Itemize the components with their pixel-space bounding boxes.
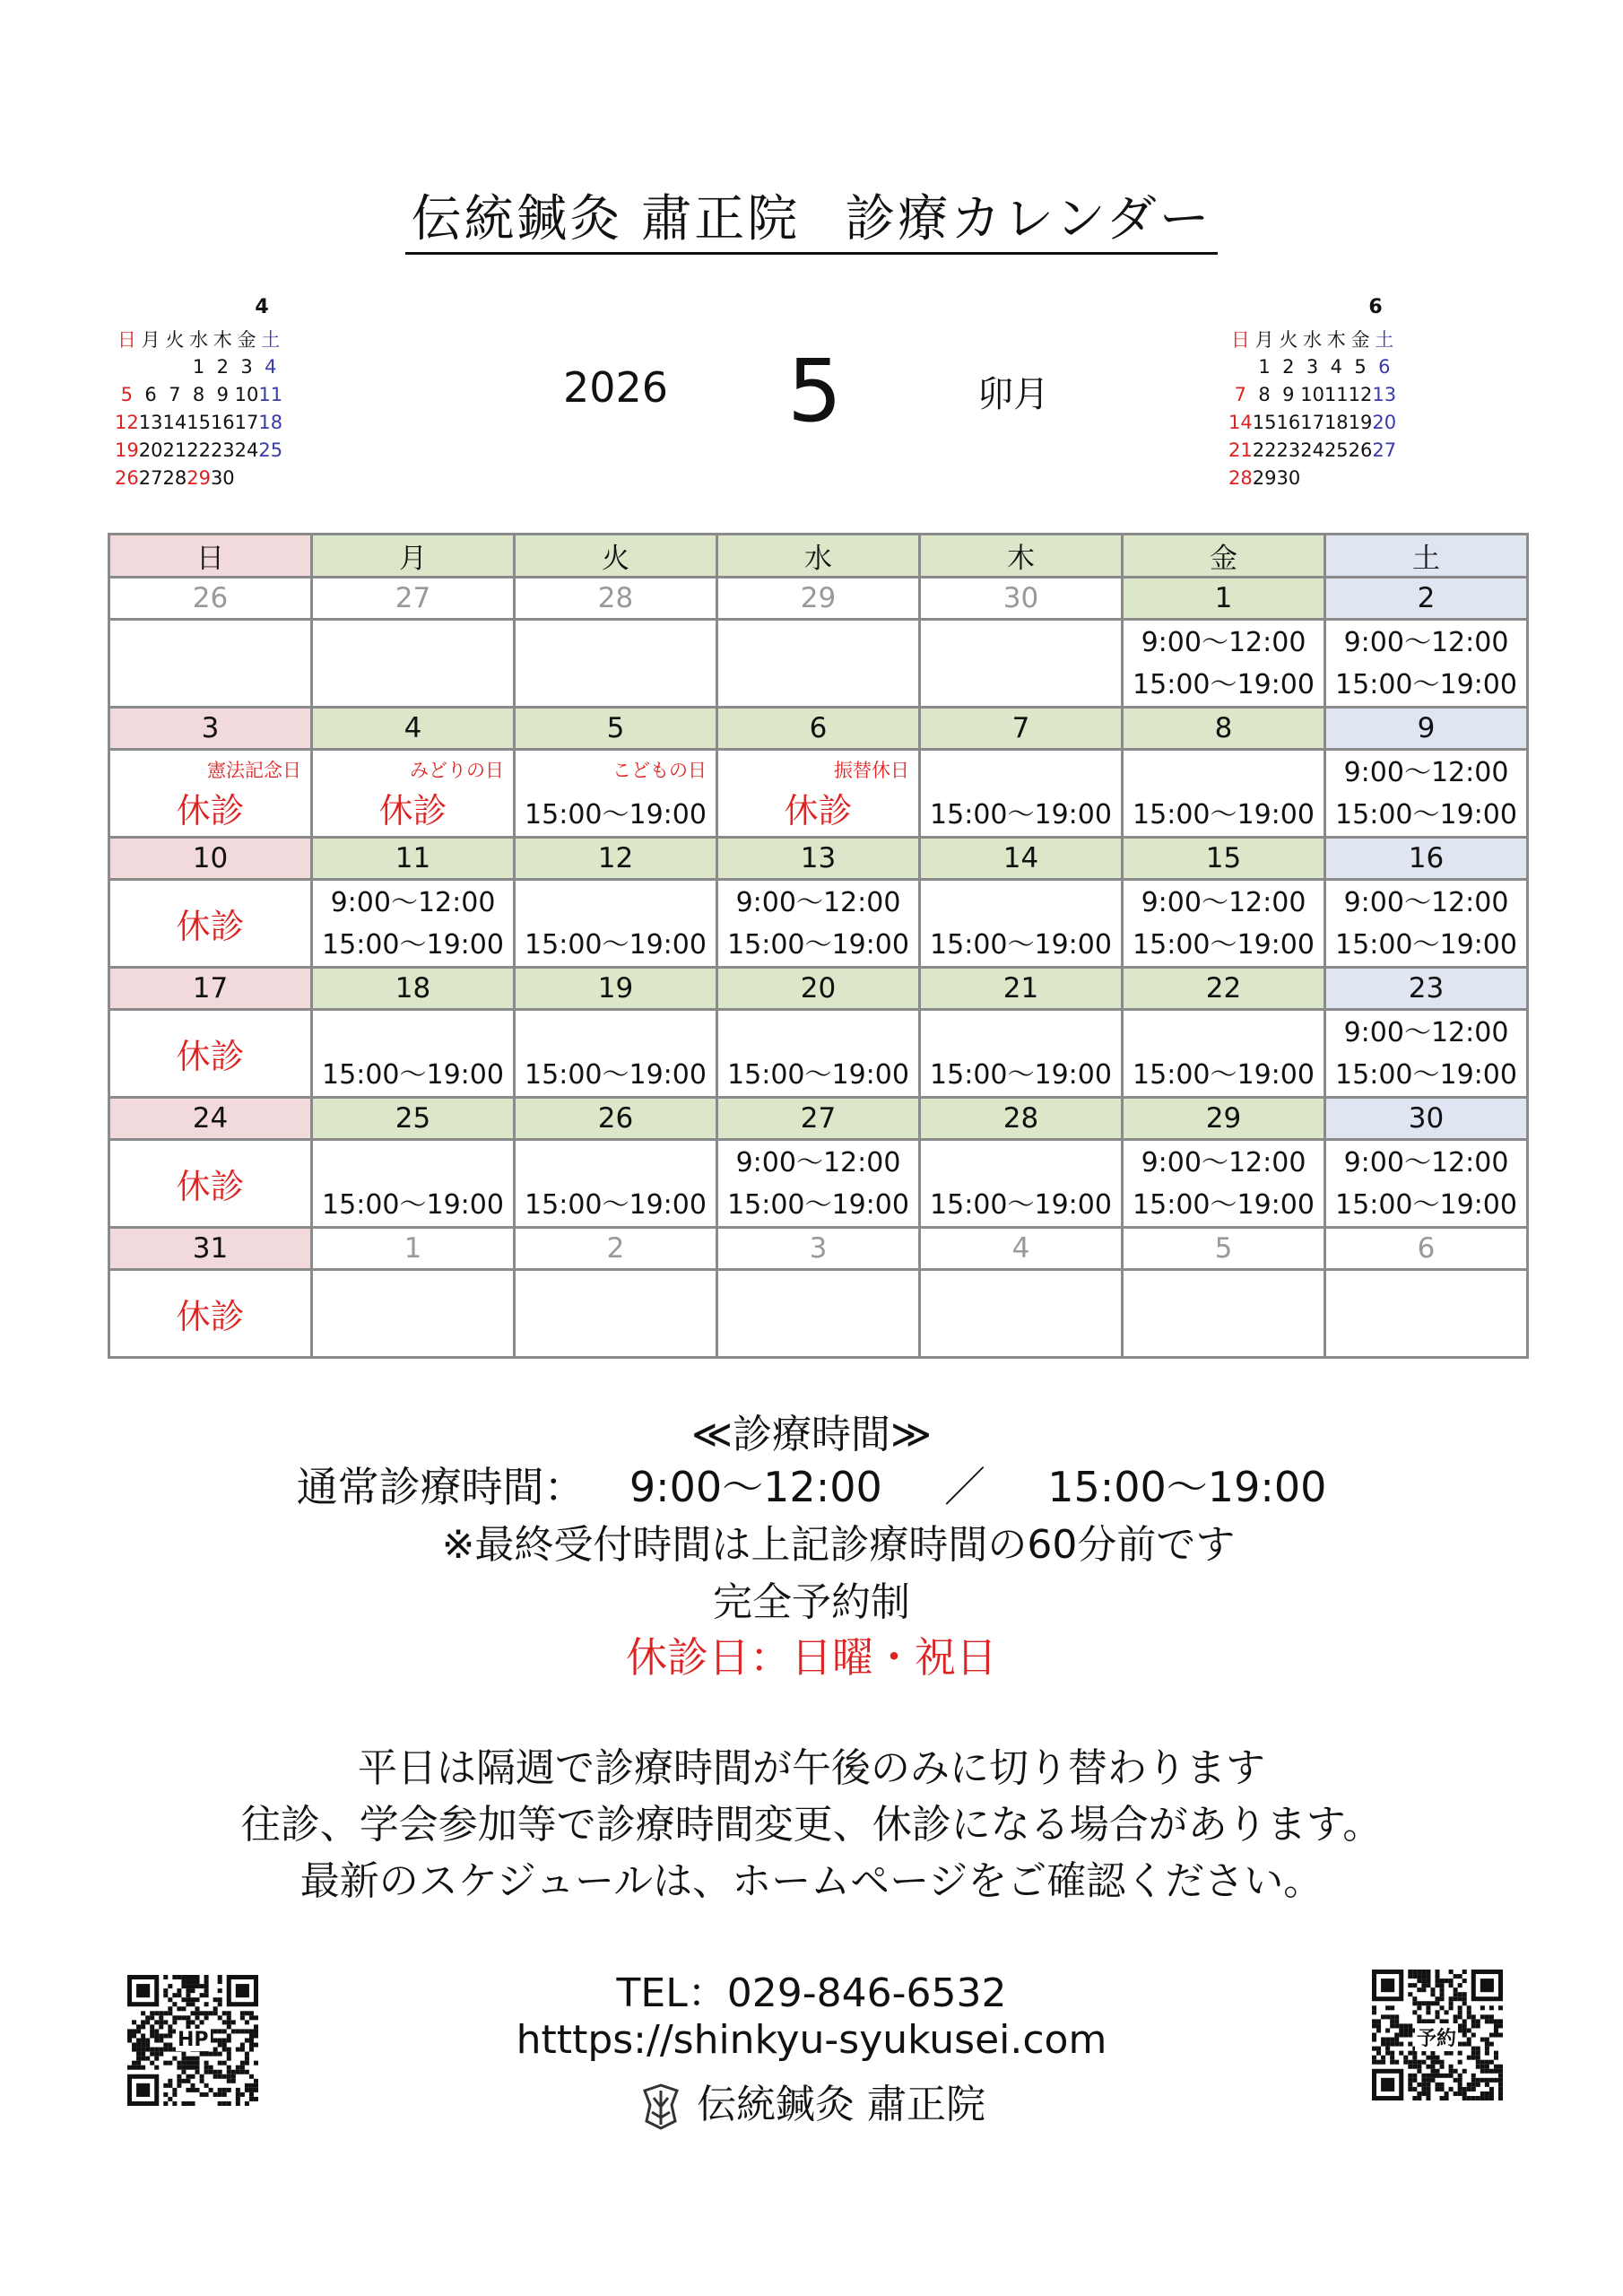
hours-slot: 9:00～12:00 [1141,1147,1306,1178]
mini-day [139,352,163,380]
closed-label: 休診 [176,791,245,831]
date-cell: 1 [312,1228,515,1270]
mini-day: 15 [1252,411,1277,433]
hours-slot: 15:00～19:00 [1335,1189,1517,1221]
holiday-name: こどもの日 [612,760,707,781]
date-cell: 19 [515,968,717,1010]
mini-week-row [1228,380,1396,408]
hours-list [1124,1141,1324,1226]
hours-heading: ≪診療時間≫ [690,1412,933,1457]
schedule-cell [1123,1010,1325,1098]
hours-slot: 15:00～19:00 [1133,1059,1315,1091]
mini-weekday: 日 [1230,328,1250,351]
mini-day: 17 [234,411,259,433]
hours-list [1326,621,1526,706]
schedule-cell [109,1010,312,1098]
hours-slot: 15:00～19:00 [525,1059,707,1091]
hours-list [516,881,716,966]
mini-weekday: 火 [1279,328,1298,351]
mini-day: 16 [1276,411,1301,433]
hours-list [718,1141,918,1226]
weekday-header: 土 [1325,535,1528,578]
schedule-row [109,880,1528,968]
mini-day: 21 [162,439,187,461]
schedule-row [109,1270,1528,1358]
hours-slot: 15:00～19:00 [322,929,504,961]
schedule-cell [717,1140,920,1228]
mini-month-number: 4 [255,296,269,318]
mini-day [1300,464,1324,491]
hours-slot: 15:00～19:00 [930,799,1112,831]
mini-day [115,352,139,380]
hours-slot: 15:00～19:00 [1335,799,1517,831]
schedule-cell [515,1140,717,1228]
date-row [109,968,1528,1010]
date-cell: 28 [515,578,717,620]
schedule-cell [312,1010,515,1098]
closed-label: 休診 [176,1037,245,1076]
weekday-header: 日 [109,535,312,578]
hours-slot: 9:00～12:00 [1343,757,1509,788]
mini-day [1228,352,1253,380]
date-cell: 27 [717,1098,920,1140]
date-cell: 13 [717,838,920,880]
date-cell: 12 [515,838,717,880]
hours-list [1124,751,1324,836]
mini-day: 5 [1354,355,1367,378]
mini-day: 7 [169,383,181,405]
hours-list [313,1011,513,1096]
hours-slot: 15:00～19:00 [930,929,1112,961]
mini-day: 9 [216,383,229,405]
schedule-cell [717,750,920,838]
holiday-name: みどりの日 [410,760,504,781]
schedule-cell [1123,1140,1325,1228]
mini-day: 9 [1282,383,1295,405]
hours-am: 9:00～12:00 [629,1463,882,1511]
date-cell: 3 [109,708,312,750]
hours-list [1124,621,1324,706]
hours-slot: 9:00～12:00 [1141,627,1306,658]
hours-list [921,1141,1121,1226]
date-row [109,1098,1528,1140]
reception-note: ※最終受付時間は上記診療時間の60分前です [441,1522,1236,1568]
schedule-cell [920,1270,1123,1358]
schedule-row [109,1140,1528,1228]
mini-day [235,464,259,491]
schedule-cell [1123,620,1325,708]
mini-weekday-row [115,325,282,352]
mini-day: 3 [1306,355,1319,378]
mini-weekday: 金 [237,328,256,351]
qr-homepage-label: HP [178,2029,209,2051]
closed-label: 休診 [176,1297,245,1336]
mini-day: 19 [1348,411,1373,433]
mini-day: 11 [258,383,283,405]
date-row [109,578,1528,620]
schedule-row [109,1010,1528,1098]
mini-weekday: 土 [261,328,281,351]
schedule-row [109,750,1528,838]
mini-day: 29 [187,466,211,489]
mini-day: 27 [1372,439,1397,461]
mini-day: 23 [1276,439,1301,461]
clinic-logo-icon [638,2082,684,2132]
mini-week-row [1228,352,1396,380]
date-cell: 29 [1123,1098,1325,1140]
hours-slot: 15:00～19:00 [525,929,707,961]
date-cell: 21 [920,968,1123,1010]
mini-day: 12 [115,411,139,433]
mini-day: 4 [1330,355,1342,378]
mini-day [258,464,282,491]
year-label: 2026 [563,363,669,412]
hours-slot: 15:00～19:00 [525,1189,707,1221]
mini-day: 28 [1228,466,1253,489]
schedule-cell [1123,1270,1325,1358]
title-clinic: 伝統鍼灸 肅正院 [411,190,801,248]
date-cell: 1 [1123,578,1325,620]
mini-day: 21 [1228,439,1253,461]
hours-slot: 15:00～19:00 [1133,799,1315,831]
mini-day: 30 [210,466,235,489]
schedule-cell [717,1270,920,1358]
mini-day: 26 [1348,439,1373,461]
mini-day: 17 [1300,411,1324,433]
mini-day: 12 [1348,383,1373,405]
schedule-cell [109,1270,312,1358]
date-row [109,708,1528,750]
mini-day: 5 [120,383,134,405]
mini-week-row [115,352,282,380]
schedule-cell [312,880,515,968]
mini-weekday: 木 [1326,328,1346,351]
mini-calendar-grid [115,325,282,491]
hours-slot: 15:00～19:00 [322,1059,504,1091]
mini-day: 14 [1228,411,1253,433]
title-calendar: 診療カレンダー [845,190,1212,248]
weekday-header: 金 [1123,535,1325,578]
mini-day [1324,464,1349,491]
regular-hours [0,1455,1623,1514]
schedule-cell [920,1140,1123,1228]
closed-label: 休診 [176,907,245,946]
date-cell: 8 [1123,708,1325,750]
mini-day [162,352,187,380]
website-url[interactable]: htttps://shinkyu-syukusei.com [516,2017,1107,2063]
date-cell: 31 [109,1228,312,1270]
hours-slot: 9:00～12:00 [735,1147,901,1178]
date-cell: 2 [515,1228,717,1270]
qr-reservation-label: 予約 [1415,2023,1458,2051]
date-cell: 23 [1325,968,1528,1010]
hours-list [1326,881,1526,966]
hours-separator: ／ [943,1463,985,1511]
hours-slot: 15:00～19:00 [525,799,707,831]
schedule-cell [109,620,312,708]
schedule-cell [515,750,717,838]
weekday-header: 木 [920,535,1123,578]
notice-line-3: 最新のスケジュールは、ホームページをご確認ください。 [299,1858,1324,1904]
date-cell: 10 [109,838,312,880]
hours-list [1326,751,1526,836]
hours-list [516,1141,716,1226]
mini-week-row [115,464,282,491]
date-cell: 2 [1325,578,1528,620]
hours-slot: 15:00～19:00 [322,1189,504,1221]
hours-list [1326,1011,1526,1096]
mini-day: 25 [1324,439,1349,461]
mini-day: 20 [1372,411,1397,433]
hours-list [313,1141,513,1226]
date-cell: 5 [1123,1228,1325,1270]
date-cell: 27 [312,578,515,620]
mini-weekday: 水 [1303,328,1323,351]
date-cell: 4 [312,708,515,750]
schedule-cell [717,620,920,708]
mini-day: 25 [258,439,283,461]
hours-list [1124,881,1324,966]
date-cell: 26 [109,578,312,620]
mini-weekday: 月 [141,328,161,351]
mini-day: 6 [144,383,157,405]
mini-day: 7 [1234,383,1247,405]
mini-week-row [115,380,282,408]
schedule-cell [1325,620,1528,708]
schedule-cell [920,880,1123,968]
mini-day: 10 [1300,383,1324,405]
mini-day: 24 [234,439,259,461]
date-cell: 28 [920,1098,1123,1140]
mini-day: 18 [1324,411,1349,433]
mini-calendar-grid [1228,325,1396,491]
schedule-cell [515,620,717,708]
mini-day [1349,464,1373,491]
mini-day: 30 [1276,466,1301,489]
mini-day: 1 [192,355,205,378]
date-cell: 11 [312,838,515,880]
date-cell: 29 [717,578,920,620]
mini-day: 11 [1324,383,1349,405]
date-cell: 17 [109,968,312,1010]
date-cell: 7 [920,708,1123,750]
hours-list [313,881,513,966]
mini-day: 10 [234,383,259,405]
schedule-cell [717,1010,920,1098]
hours-slot: 9:00～12:00 [735,887,901,918]
mini-day: 14 [162,411,187,433]
closed-label: 休診 [784,791,853,831]
date-cell: 30 [920,578,1123,620]
mini-day: 3 [240,355,253,378]
mini-weekday: 月 [1254,328,1274,351]
schedule-cell [312,1270,515,1358]
weekday-header: 月 [312,535,515,578]
schedule-cell [1325,880,1528,968]
hours-slot: 9:00～12:00 [1343,887,1509,918]
page-title [0,179,1623,251]
mini-day: 24 [1300,439,1324,461]
hours-list [921,1011,1121,1096]
schedule-cell [1123,880,1325,968]
hours-list [516,1011,716,1096]
mini-day: 22 [1252,439,1277,461]
notice-line-1: 平日は隔週で診療時間が午後のみに切り替わります [358,1745,1265,1791]
holiday-name: 憲法記念日 [207,760,301,781]
schedule-cell [312,1140,515,1228]
weekday-header: 火 [515,535,717,578]
hours-slot: 9:00～12:00 [330,887,496,918]
hours-slot: 15:00～19:00 [930,1059,1112,1091]
mini-weekday: 土 [1375,328,1394,351]
mini-day: 28 [162,466,187,489]
date-cell: 5 [515,708,717,750]
notice-line-2: 往診、学会参加等で診療時間変更、休診になる場合があります。 [240,1802,1383,1848]
hours-list [921,751,1121,836]
date-row [109,838,1528,880]
telephone: TEL：029-846-6532 [616,1970,1007,2016]
date-cell: 9 [1325,708,1528,750]
mini-day: 29 [1252,466,1277,489]
date-cell: 22 [1123,968,1325,1010]
hours-slot: 15:00～19:00 [727,929,909,961]
date-cell: 6 [717,708,920,750]
mini-day: 2 [216,355,229,378]
date-cell: 20 [717,968,920,1010]
schedule-cell [1325,1140,1528,1228]
hours-slot: 9:00～12:00 [1141,887,1306,918]
schedule-cell [920,1010,1123,1098]
mini-weekday: 日 [117,328,136,351]
mini-day: 23 [210,439,235,461]
reservation-note: 完全予約制 [713,1579,910,1625]
mini-weekday-row [1228,325,1396,352]
date-cell: 16 [1325,838,1528,880]
mini-day: 8 [1258,383,1271,405]
schedule-cell [1325,750,1528,838]
schedule-cell [717,880,920,968]
hours-slot: 15:00～19:00 [727,1059,909,1091]
schedule-cell [515,1270,717,1358]
hours-slot: 15:00～19:00 [1335,1059,1517,1091]
mini-day: 26 [115,466,139,489]
hours-list [1124,1011,1324,1096]
mini-weekday: 金 [1350,328,1370,351]
mini-day: 13 [138,411,163,433]
schedule-cell [109,880,312,968]
hours-pm: 15:00～19:00 [1047,1463,1327,1511]
date-cell: 14 [920,838,1123,880]
mini-week-row [1228,436,1396,464]
month-calendar [108,533,1529,1359]
mini-day: 8 [192,383,205,405]
month-old-name: 卯月 [977,374,1049,415]
closed-days: 休診日：日曜・祝日 [626,1633,997,1682]
date-cell: 4 [920,1228,1123,1270]
hours-list [921,881,1121,966]
schedule-cell [515,880,717,968]
mini-week-row [115,436,282,464]
mini-day: 13 [1372,383,1397,405]
hours-slot: 9:00～12:00 [1343,1017,1509,1048]
mini-week-row [1228,464,1396,491]
clinic-name: 伝統鍼灸 肅正院 [697,2082,985,2127]
date-row [109,1228,1528,1270]
hours-slot: 15:00～19:00 [1133,669,1315,700]
mini-week-row [1228,408,1396,436]
hours-slot: 15:00～19:00 [1335,929,1517,961]
schedule-row [109,620,1528,708]
hours-list [718,881,918,966]
date-cell: 30 [1325,1098,1528,1140]
hours-slot: 9:00～12:00 [1343,1147,1509,1178]
date-cell: 26 [515,1098,717,1140]
mini-weekday: 火 [165,328,185,351]
weekday-header-row [109,535,1528,578]
weekday-header: 水 [717,535,920,578]
date-cell: 18 [312,968,515,1010]
mini-day: 6 [1378,355,1391,378]
mini-day: 22 [187,439,211,461]
mini-day: 16 [210,411,235,433]
hours-slot: 15:00～19:00 [930,1189,1112,1221]
schedule-cell [109,750,312,838]
date-cell: 24 [109,1098,312,1140]
schedule-cell [1325,1270,1528,1358]
hours-label: 通常診療時間： [296,1463,586,1511]
schedule-cell [1123,750,1325,838]
mini-weekday: 木 [213,328,232,351]
hours-slot: 15:00～19:00 [1335,669,1517,700]
schedule-cell [920,620,1123,708]
mini-day: 27 [138,466,163,489]
closed-label: 休診 [378,791,447,831]
schedule-cell [515,1010,717,1098]
date-cell: 3 [717,1228,920,1270]
holiday-name: 振替休日 [834,760,909,781]
hours-slot: 15:00～19:00 [1133,929,1315,961]
mini-day: 20 [138,439,163,461]
schedule-cell [1325,1010,1528,1098]
hours-slot: 15:00～19:00 [727,1189,909,1221]
mini-day: 1 [1258,355,1271,378]
date-cell: 6 [1325,1228,1528,1270]
hours-slot: 9:00～12:00 [1343,627,1509,658]
hours-list [718,1011,918,1096]
hours-slot: 15:00～19:00 [1133,1189,1315,1221]
mini-day: 2 [1282,355,1295,378]
hours-list [1326,1141,1526,1226]
date-cell: 15 [1123,838,1325,880]
mini-day: 19 [115,439,139,461]
mini-day: 4 [265,355,277,378]
schedule-cell [920,750,1123,838]
month-number: 5 [787,341,843,441]
schedule-cell [312,620,515,708]
mini-day: 15 [187,411,211,433]
date-cell: 25 [312,1098,515,1140]
schedule-cell [312,750,515,838]
mini-weekday: 水 [189,328,209,351]
mini-month-number: 6 [1368,296,1383,318]
schedule-cell [109,1140,312,1228]
mini-day: 18 [258,411,283,433]
mini-day [1372,464,1396,491]
mini-week-row [115,408,282,436]
closed-label: 休診 [176,1167,245,1206]
